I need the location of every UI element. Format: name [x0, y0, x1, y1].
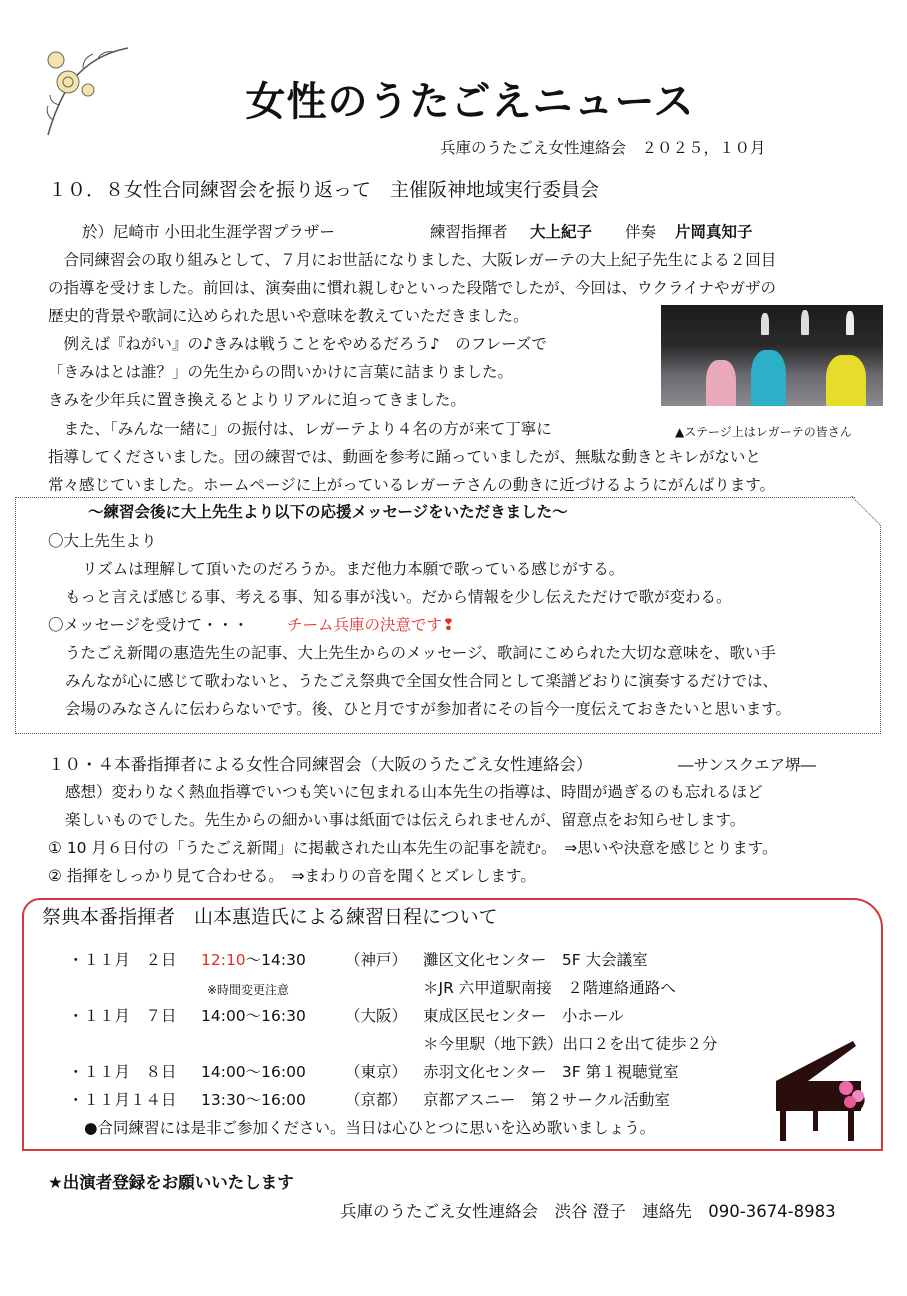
section2-heading: １０・４本番指揮者による女性合同練習会（大阪のうたごえ女性連絡会）	[48, 755, 593, 774]
schedule-access: ＊今里駅（地下鉄）出口２を出て徒歩２分	[423, 1035, 718, 1053]
schedule-date: ・１１月 ７日	[68, 1007, 177, 1025]
schedule-city: （東京）	[345, 1063, 408, 1081]
body-line: 常々感じていました。ホームページに上がっているレガーテさんの動きに近づけるようにがんばります。	[48, 476, 775, 494]
accomp-label: 伴奏	[625, 223, 657, 241]
schedule-city: （京都）	[345, 1091, 408, 1109]
point-item: ① 10 月６日付の「うたごえ新聞」に掲載された山本先生の記事を読む。 ⇒思いや決意を感じとります。	[48, 839, 778, 857]
conductor-label: 練習指揮者	[430, 223, 508, 241]
section2-line: 楽しいものでした。先生からの細かい事は紙面では伝えられませんが、留意点をお知らせします。	[65, 811, 746, 829]
schedule-date: ・１１月 ８日	[68, 1063, 177, 1081]
newsletter-title: 女性のうたごえニュース	[245, 79, 695, 125]
response-line: みんなが心に感じて歌わないと、うたごえ祭典で全国女性合同として楽譜どおりに演奏するだけでは、	[65, 672, 779, 690]
message-line: リズムは理解して頂いたのだろうか。まだ他力本願で歌っている感じがする。	[82, 560, 625, 578]
schedule-city: （大阪）	[345, 1007, 408, 1025]
point-item: ② 指揮をしっかり見て合わせる。 ⇒まわりの音を聞くとズレします。	[48, 867, 536, 885]
section2-venue: ―サンスクエア堺―	[678, 756, 816, 774]
schedule-date: ・１１月 ２日	[68, 951, 177, 969]
contact-info: 兵庫のうたごえ女性連絡会 渋谷 澄子 連絡先 090-3674-8983	[340, 1202, 836, 1221]
schedule-heading: 祭典本番指揮者 山本惠造氏による練習日程について	[42, 906, 498, 928]
grand-piano-icon	[768, 1036, 873, 1144]
schedule-time: 14:00～16:00	[201, 1063, 306, 1081]
body-line: きみを少年兵に置き換えるとよりリアルに迫ってきました。	[48, 391, 466, 409]
schedule-date: ・１１月１４日	[68, 1091, 177, 1109]
schedule-city: （神戸）	[345, 951, 408, 969]
schedule-place: 赤羽文化センター 3F 第１視聴覚室	[423, 1063, 679, 1081]
registration-request: ★出演者登録をお願いいたします	[48, 1173, 294, 1192]
schedule-place: 京都アスニー 第２サークル活動室	[423, 1091, 670, 1109]
response-line: 会場のみなさんに伝わらないです。後、ひと月ですが参加者にその旨今一度伝えておきたいと思います。	[65, 700, 792, 718]
schedule-note: ※時間変更注意	[207, 983, 290, 997]
body-line: 指導してくださいました。団の練習では、動画を参考に踊っていましたが、無駄な動きとキレがないと	[48, 448, 761, 466]
accomp-name: 片岡真知子	[675, 223, 753, 241]
body-line: 歴史的背景や歌詞に込められた思いや意味を教えていただきました。	[48, 307, 529, 325]
org-date: 兵庫のうたごえ女性連絡会 ２０２５，１０月	[440, 139, 766, 157]
response-line: うたごえ新聞の惠造先生の記事、大上先生からのメッセージ、歌詞にこめられた大切な意味を、歌い手	[65, 644, 776, 662]
venue: 於）尼崎市 小田北生涯学習プラザー	[82, 223, 335, 241]
schedule-time: 14:00～16:30	[201, 1007, 306, 1025]
body-line: 合同練習会の取り組みとして、７月にお世話になりました、大阪レガーテの大上紀子先生による２回目	[48, 251, 777, 269]
message-heading: ～練習会後に大上先生より以下の応援メッセージをいただきました～	[88, 503, 568, 521]
body-line: 「きみはとは誰？」の先生からの問いかけに言葉に詰まりました。	[48, 363, 514, 381]
schedule-time: ～14:30	[245, 951, 306, 969]
photo-caption: ▲ステージ上はレガーテの皆さん	[675, 425, 852, 439]
body-line: の指導を受けました。前回は、演奏曲に慣れ親しむといった段階でしたが、今回は、ウクライナやガザの	[48, 279, 777, 297]
message-from-label: 〇大上先生より	[48, 532, 157, 550]
rose-decoration-icon	[38, 40, 133, 140]
response-highlight: チーム兵庫の決意です❢	[287, 616, 455, 634]
schedule-access: ＊JR 六甲道駅南接 ２階連絡通路へ	[423, 979, 676, 997]
response-label: 〇メッセージを受けて・・・	[48, 616, 249, 634]
schedule-footnote: ●合同練習には是非ご参加ください。当日は心ひとつに思いを込め歌いましょう。	[84, 1119, 656, 1137]
conductor-name: 大上紀子	[530, 223, 593, 241]
rehearsal-photo	[661, 305, 883, 406]
schedule-place: 灘区文化センター 5F 大会議室	[423, 951, 648, 969]
schedule-time-changed: 12:10	[201, 951, 246, 969]
body-line: 例えば『ねがい』の♪きみは戦うことをやめるだろう♪ のフレーズで	[48, 335, 547, 353]
message-line: もっと言えば感じる事、考える事、知る事が浅い。だから情報を少し伝えただけで歌が変わる。	[65, 588, 732, 606]
section2-line: 感想）変わりなく熱血指導でいつも笑いに包まれる山本先生の指導は、時間が過ぎるのも忘れるほど	[65, 783, 763, 801]
section1-heading: １０．８女性合同練習会を振り返って 主催阪神地域実行委員会	[48, 179, 600, 201]
body-line: また、「みんな一緒に」の振付は、レガーテより４名の方が来て丁寧に	[48, 420, 552, 438]
schedule-place: 東成区民センター 小ホール	[423, 1007, 624, 1025]
schedule-time: 13:30～16:00	[201, 1091, 306, 1109]
